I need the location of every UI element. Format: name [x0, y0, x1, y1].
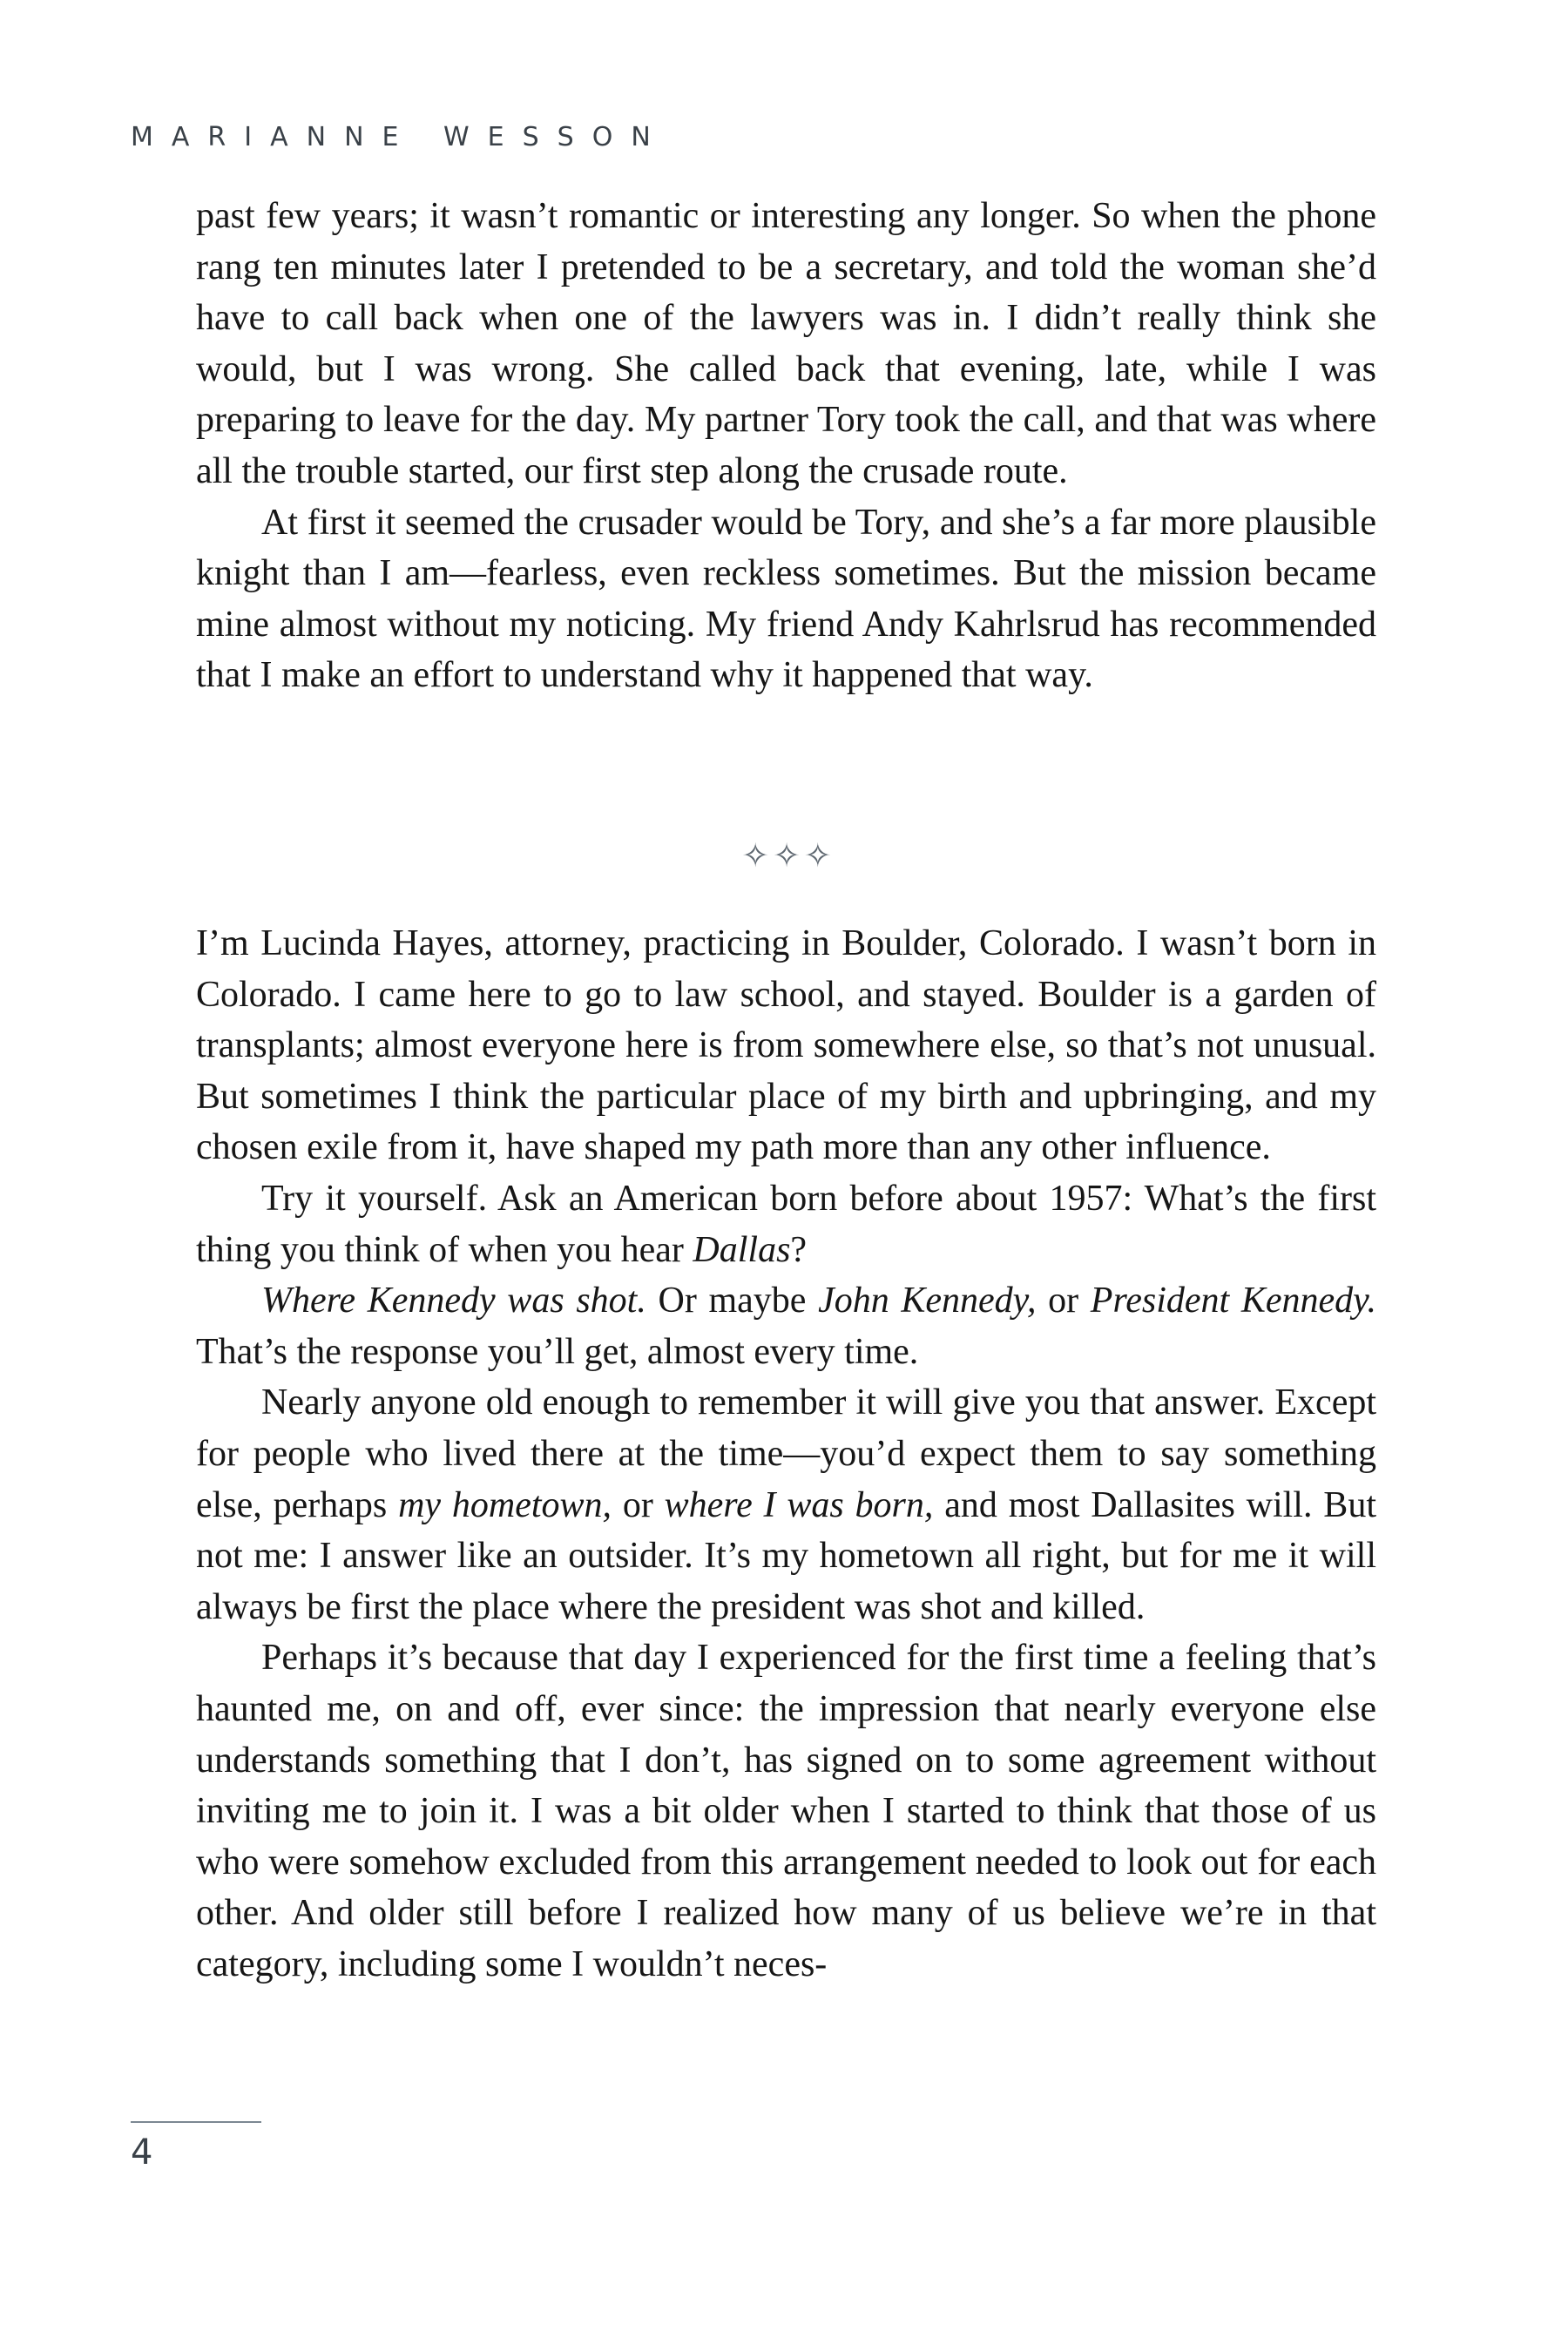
italic-text: Dallas	[693, 1229, 791, 1270]
text-run: or	[612, 1484, 665, 1525]
footer-rule	[131, 2121, 261, 2123]
running-head: MARIANNE WESSON	[131, 122, 669, 152]
italic-text: Where Kennedy was shot.	[261, 1281, 646, 1321]
italic-text: President Kennedy.	[1090, 1281, 1376, 1321]
text-run: ?	[790, 1229, 808, 1270]
text-run: Or maybe	[645, 1281, 819, 1321]
paragraph	[196, 1275, 1376, 1377]
text-run: or	[1036, 1281, 1091, 1321]
text-run: That’s the response you’ll get, almost every time.	[196, 1331, 919, 1372]
italic-text: my hometown,	[398, 1484, 612, 1525]
text-run: and most Dallasites will. But not me: I answer like an outsider. It’s my hometown all right, but for me it will always be first the place where the president was shot and killed.	[196, 1484, 1376, 1627]
text-run: Try it yourself. Ask an American born before about 1957: What’s the first thing you think of when you hear	[196, 1178, 1376, 1270]
paragraph: past few years; it wasn’t romantic or interesting any longer. So when the phone rang ten minutes later I pretended to be a secretary, and told the woman she’d have to call back when one of the lawyers was in. I didn’t really think she would, but I was wrong. She called back that evening, late, while I was preparing to leave for the day. My partner Tory took the call, and that was where all the trouble started, our first step along the crusade route.	[196, 196, 1376, 491]
paragraph: At first it seemed the crusader would be Tory, and she’s a far more plausible knight than I am—fearless, even reckless sometimes. But the mission became mine almost without my noticing. My friend Andy Kahrlsrud has recommended that I make an effort to understand why it happened that way.	[196, 502, 1376, 696]
text-run: Nearly anyone old enough to remember it will give you that answer. Except for people who lived there at the time—you’d expect them to say something else, perhaps	[196, 1382, 1376, 1525]
body-text-section-two	[196, 918, 1376, 1990]
italic-text: where I was born,	[664, 1484, 934, 1525]
paragraph: Perhaps it’s because that day I experienced for the first time a feeling that’s haunted me, on and off, ever since: the impression that nearly everyone else understands something that I don’t, has signed on to some agreement without inviting me to join it. I was a bit older when I started to think that those of us who were somehow excluded from this arrangement needed to look out for each other. And older still before I realized how many of us believe we’re in that category, including some I wouldn’t neces-	[196, 1638, 1376, 1984]
page-number: 4	[131, 2132, 153, 2173]
section-break-ornament: ✧✧✧	[741, 836, 835, 875]
paragraph	[196, 1377, 1376, 1632]
paragraph: I’m Lucinda Hayes, attorney, practicing in Boulder, Colorado. I wasn’t born in Colorado. I came here to go to law school, and stayed. Boulder is a garden of transplants; almost everyone here is from somewhere else, so that’s not unusual. But sometimes I think the particular place of my birth and upbringing, and my chosen exile from it, have shaped my path more than any other influence.	[196, 923, 1376, 1168]
italic-text: John Kennedy,	[818, 1281, 1037, 1321]
body-text-section-one	[196, 191, 1376, 701]
paragraph	[196, 1173, 1376, 1275]
